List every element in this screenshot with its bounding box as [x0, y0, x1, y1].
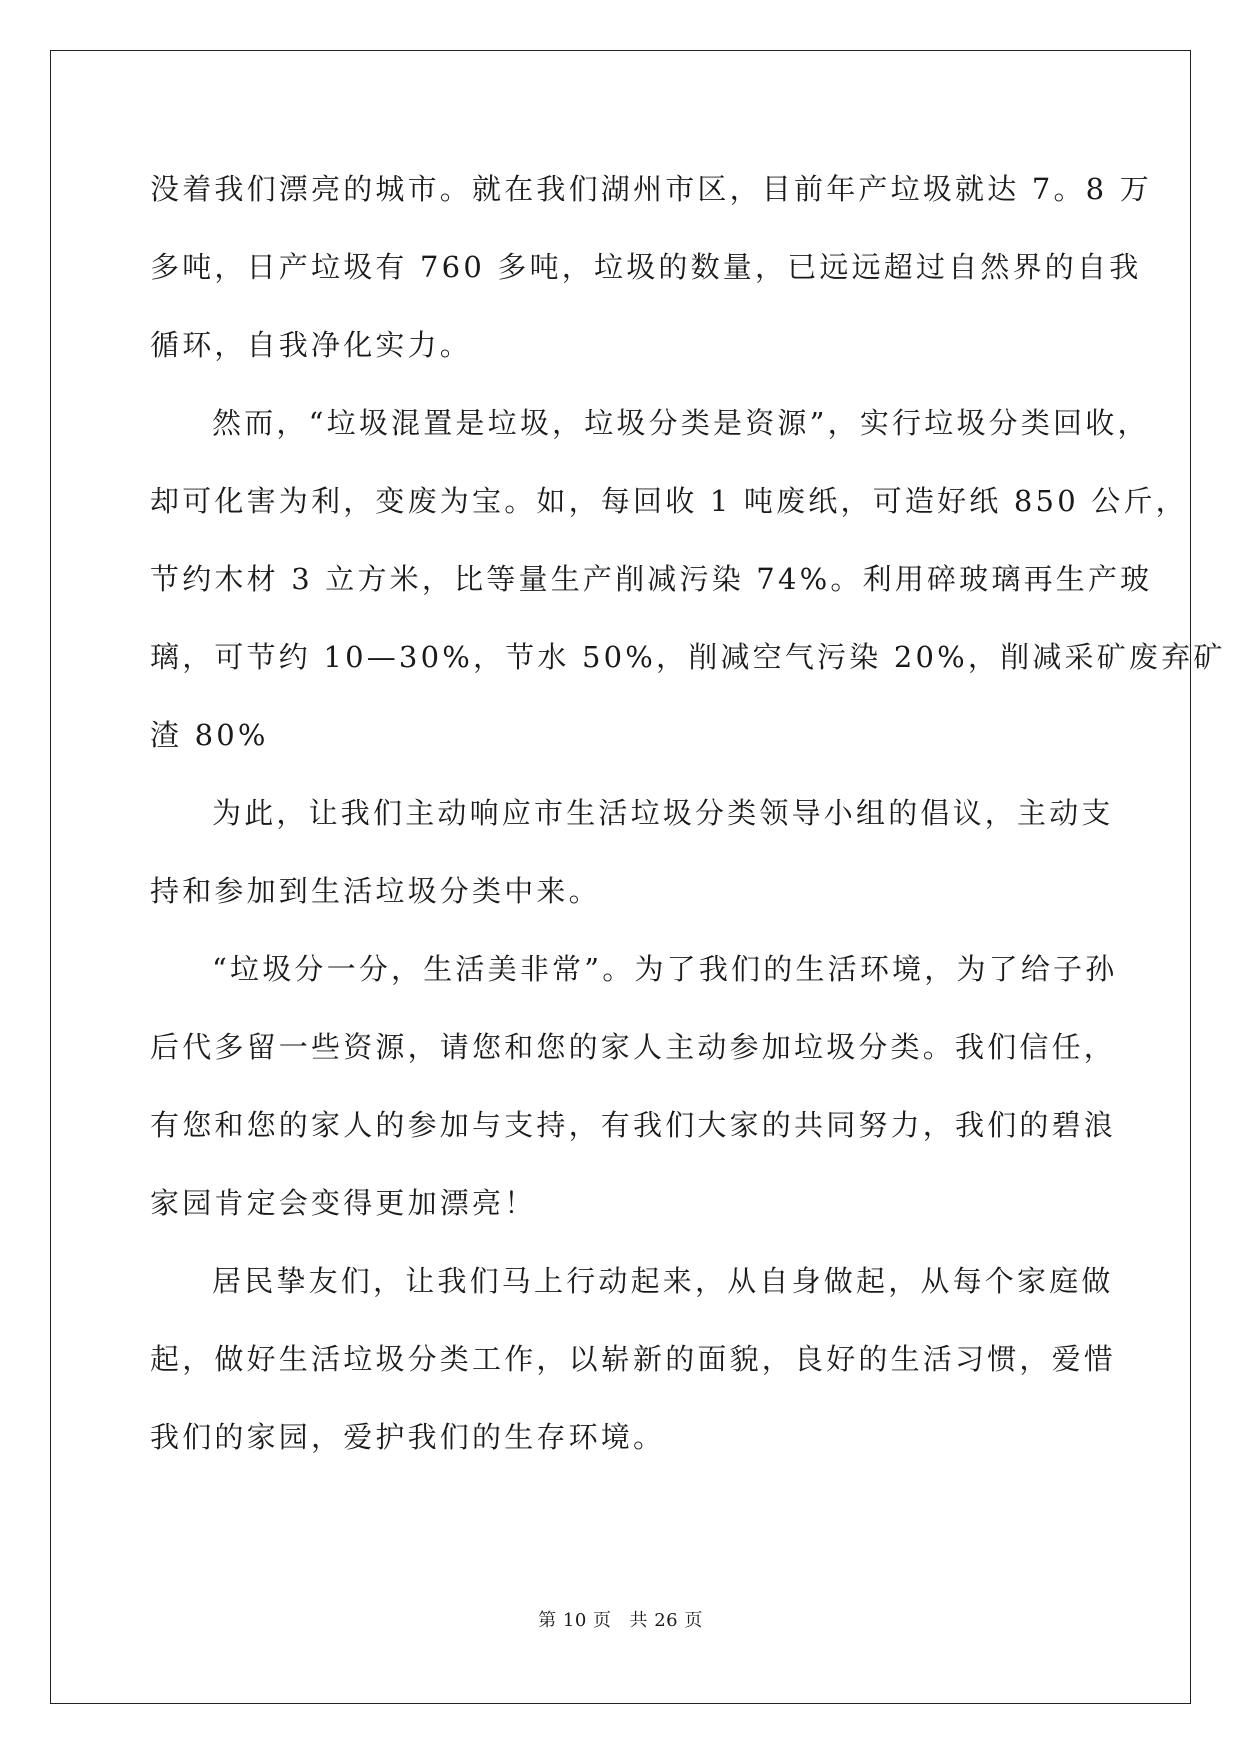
paragraph-4 — [150, 930, 1118, 1242]
paragraph-2 — [150, 384, 1226, 774]
paragraph-1 — [150, 150, 1152, 384]
text-line: 家园肯定会变得更加漂亮！ — [150, 1186, 537, 1220]
document-body — [150, 150, 1226, 1476]
current-page-label: 第 10 页 — [538, 1610, 612, 1631]
page-footer — [0, 1609, 1241, 1633]
paragraph-5 — [150, 1242, 1117, 1476]
text-line: “垃圾分一分，生活美非常”。为了我们的生活环境，为了给子孙 — [212, 952, 1118, 986]
paragraph-3 — [150, 774, 1114, 930]
text-line: 节约木材 3 立方米，比等量生产削减污染 74%。利用碎玻璃再生产玻 — [150, 562, 1153, 596]
text-line: 起，做好生活垃圾分类工作，以崭新的面貌，良好的生活习惯，爱惜 — [150, 1342, 1117, 1376]
text-line: 为此，让我们主动响应市生活垃圾分类领导小组的倡议，主动支 — [212, 796, 1114, 830]
text-line: 却可化害为利，变废为宝。如，每回收 1 吨废纸，可造好纸 850 公斤， — [150, 484, 1188, 518]
text-line: 循环，自我净化实力。 — [150, 328, 473, 362]
total-pages-label: 共 26 页 — [629, 1610, 703, 1631]
text-line: 居民挚友们，让我们马上行动起来，从自身做起，从每个家庭做 — [212, 1264, 1114, 1298]
text-line: 然而，“垃圾混置是垃圾，垃圾分类是资源”，实行垃圾分类回收， — [212, 406, 1150, 440]
text-line: 没着我们漂亮的城市。就在我们湖州市区，目前年产垃圾就达 7。8 万 — [150, 172, 1152, 206]
text-line: 渣 80% — [150, 718, 269, 752]
text-line: 后代多留一些资源，请您和您的家人主动参加垃圾分类。我们信任， — [150, 1030, 1117, 1064]
text-line: 有您和您的家人的参加与支持，有我们大家的共同努力，我们的碧浪 — [150, 1108, 1117, 1142]
text-line: 我们的家园，爱护我们的生存环境。 — [150, 1420, 666, 1454]
text-line: 璃，可节约 10—30%，节水 50%，削减空气污染 20%，削减采矿废弃矿 — [150, 640, 1226, 674]
text-line: 持和参加到生活垃圾分类中来。 — [150, 874, 601, 908]
text-line: 多吨，日产垃圾有 760 多吨，垃圾的数量，已远远超过自然界的自我 — [150, 250, 1142, 284]
